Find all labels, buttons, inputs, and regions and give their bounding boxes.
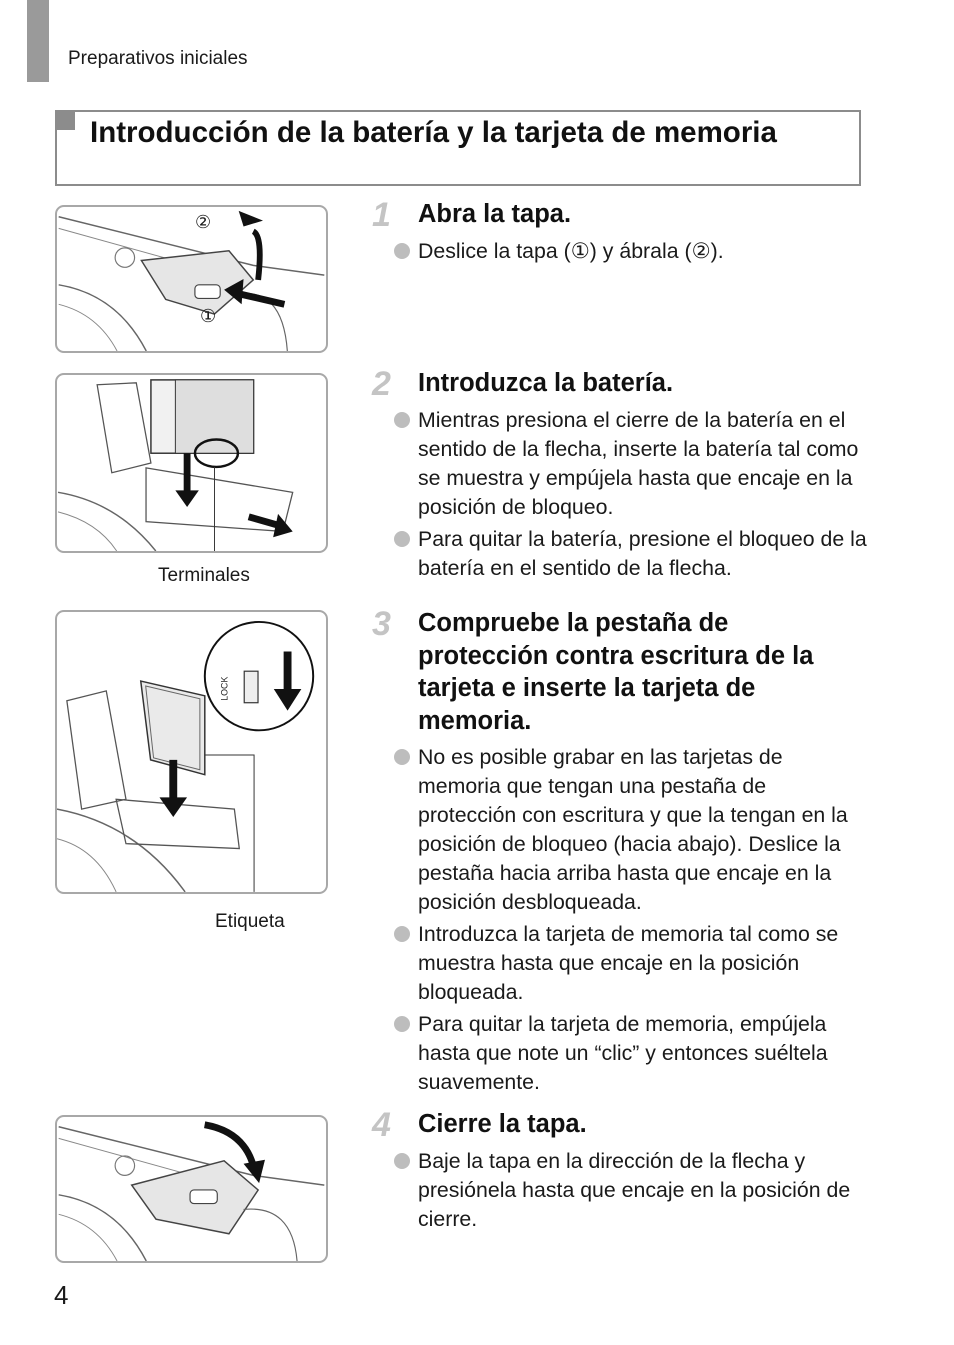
side-tab-marker	[27, 0, 49, 82]
step-bullets	[418, 237, 870, 266]
step-title: Introduzca la batería.	[418, 369, 674, 397]
label-circled-2: ②	[195, 212, 212, 232]
illustration-close-cover	[55, 1115, 328, 1263]
step-bullets	[418, 406, 870, 583]
page-title: Introducción de la batería y la tarjeta de memoria	[90, 116, 777, 149]
step-bullets	[418, 743, 870, 1097]
illustration-open-cover	[55, 205, 328, 353]
step-1	[372, 198, 872, 269]
step-title: Compruebe la pestaña de protección contra escritura de la tarjeta e inserte la tarjeta de memoria.	[418, 609, 814, 735]
bullet-item: Para quitar la batería, presione el bloqueo de la batería en el sentido de la flecha.	[418, 525, 870, 583]
title-square-marker	[55, 110, 75, 130]
step-3	[372, 607, 872, 1100]
step-title: Abra la tapa.	[418, 200, 572, 228]
bullet-item: Baje la tapa en la dirección de la flecha y presiónela hasta que encaje en la posición de cierre.	[418, 1147, 870, 1234]
section-label: Preparativos iniciales	[68, 48, 248, 69]
step-number: 2	[372, 365, 391, 403]
page-number: 4	[54, 1280, 69, 1310]
bullet-item: Para quitar la tarjeta de memoria, empújela hasta que note un “clic” y entonces suéltela suavemente.	[418, 1010, 870, 1097]
bullet-item: Deslice la tapa (①) y ábrala (②).	[418, 237, 870, 266]
caption-terminales: Terminales	[158, 565, 250, 586]
lock-text: LOCK	[219, 676, 230, 701]
step-2	[372, 367, 872, 586]
label-circled-1: ①	[200, 306, 217, 326]
illustration-insert-card	[55, 610, 328, 894]
step-number: 3	[372, 605, 391, 643]
caption-etiqueta: Etiqueta	[215, 911, 285, 932]
illustration-insert-battery	[55, 373, 328, 553]
bullet-item: No es posible grabar en las tarjetas de memoria que tengan una pestaña de protección con escritura y que la tengan en la posición de bloqueo (hacia abajo). Deslice la pestaña hacia arriba hasta que encaje en la posición desbloqueada.	[418, 743, 870, 917]
step-bullets	[418, 1147, 870, 1234]
step-number: 4	[372, 1106, 391, 1144]
step-4	[372, 1108, 872, 1237]
bullet-item: Introduzca la tarjeta de memoria tal como se muestra hasta que encaje en la posición bloqueada.	[418, 920, 870, 1007]
step-title: Cierre la tapa.	[418, 1110, 587, 1138]
bullet-item: Mientras presiona el cierre de la batería en el sentido de la flecha, inserte la batería tal como se muestra y empújela hasta que encaje en la posición de bloqueo.	[418, 406, 870, 522]
step-number: 1	[372, 196, 391, 234]
